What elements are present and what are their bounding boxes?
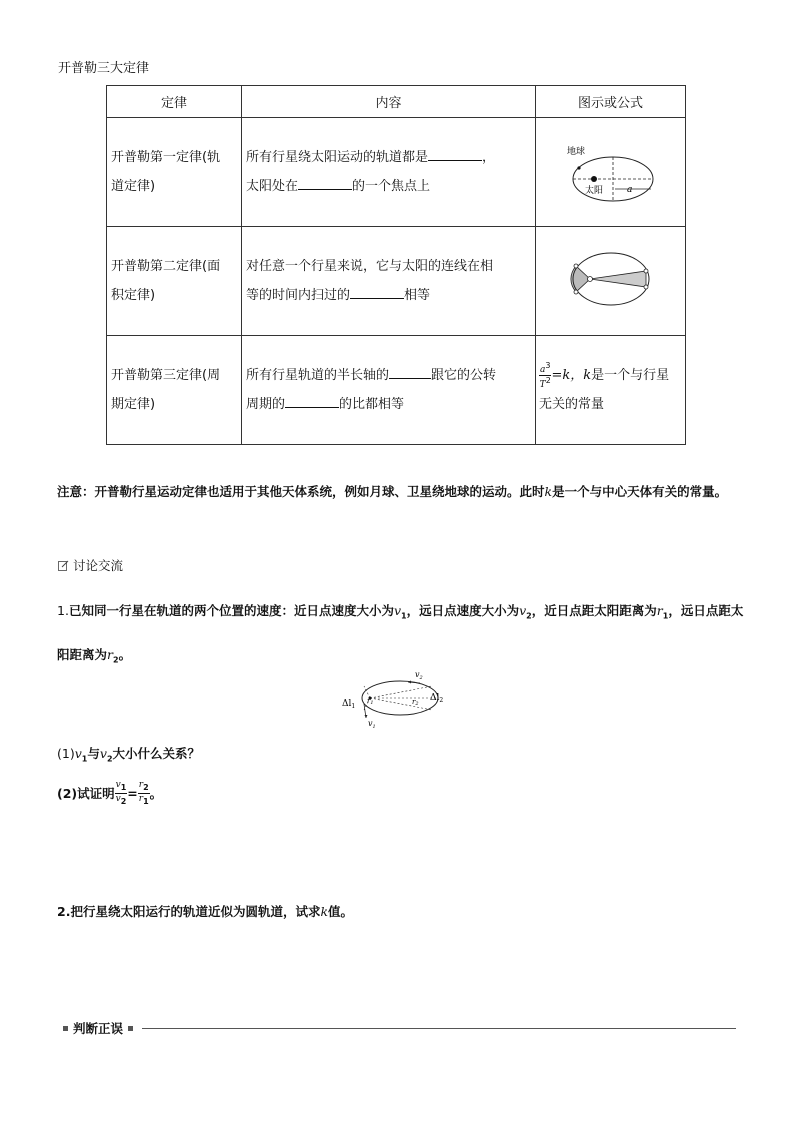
answer-blank[interactable] — [298, 175, 352, 190]
figure-cell — [536, 227, 686, 336]
earth-dot — [577, 166, 580, 169]
semi-axis-label: a — [626, 185, 632, 195]
content-text: 周期的 — [246, 397, 286, 412]
table-row — [107, 227, 686, 336]
content-text: 所有行星绕太阳运动的轨道都是 — [246, 150, 429, 165]
content-text: ， — [482, 150, 496, 165]
formula-num-exp: 3 — [545, 361, 551, 370]
content-text: 等的时间内扫过的 — [246, 288, 351, 303]
edit-icon — [58, 560, 69, 571]
formula-k: k — [583, 368, 592, 383]
fraction-v: $\frac{v_1}{v_2}$ — [115, 780, 127, 806]
r1-label: r1 — [367, 697, 374, 706]
content-text: 相等 — [404, 288, 431, 303]
answer-blank[interactable] — [350, 284, 404, 299]
content-text: 对任意一个行星来说，它与太阳的连线在相 — [246, 259, 494, 274]
sun-dot — [591, 176, 597, 182]
law-name-line1: 开普勒第三定律(周 — [111, 368, 221, 383]
formula-text: 无关的常量 — [539, 397, 605, 412]
law-name-line1: 开普勒第二定律(面 — [111, 259, 221, 274]
table-header-row — [107, 86, 686, 118]
discuss-heading — [58, 556, 123, 574]
judge-section-header — [58, 1019, 736, 1037]
law-content-cell — [242, 336, 536, 445]
formula-cell — [536, 336, 686, 445]
law-name-cell — [107, 336, 242, 445]
discuss-label: 讨论交流 — [73, 558, 124, 573]
formula-fraction — [539, 361, 551, 390]
law-name-line1: 开普勒第一定律(轨 — [111, 150, 221, 165]
answer-blank[interactable] — [285, 393, 339, 408]
header-content: 内容 — [242, 86, 536, 118]
content-text: 的一个焦点上 — [352, 179, 431, 194]
r2-label: r2 — [412, 698, 419, 707]
delta-l2-label: $\Delta l_2$ — [430, 693, 444, 704]
sub-question-1: $(1)v_1$与$v_2$大小什么关系？ — [57, 746, 201, 764]
v2-label: $v_2$ — [415, 670, 423, 681]
question-2: 2.把行星绕太阳运行的轨道近似为圆轨道，试求k值。 — [57, 904, 354, 919]
formula-den: T — [539, 380, 546, 390]
formula-text: 是一个与行星 — [591, 368, 670, 383]
law-name-line2: 道定律) — [111, 179, 156, 194]
table-row — [107, 118, 686, 227]
delta-l1-label: $\Delta l_1$ — [342, 699, 356, 710]
header-law: 定律 — [107, 86, 242, 118]
content-text: 太阳处在 — [246, 179, 299, 194]
law-content-cell — [242, 227, 536, 336]
law-name-cell — [107, 227, 242, 336]
formula-eq: =k， — [551, 368, 584, 383]
content-text: 跟它的公转 — [431, 368, 497, 383]
law-name-cell — [107, 118, 242, 227]
content-text: 所有行星轨道的半长轴的 — [246, 368, 390, 383]
table-row — [107, 336, 686, 445]
formula-num: a — [540, 365, 546, 375]
v1-label: $v_1$ — [368, 719, 376, 730]
section-title: 开普勒三大定律 — [58, 61, 150, 76]
ellipse-orbit-figure — [561, 137, 661, 207]
figure-cell — [536, 118, 686, 227]
fraction-r: $\frac{r_2}{r_1}$ — [138, 780, 149, 806]
sub-question-2: (2)试证明 $\frac{v_1}{v_2}$ = $\frac{r_2}{r_1}$ 。 — [57, 780, 163, 806]
formula-den-exp: 2 — [545, 376, 551, 385]
answer-blank[interactable] — [428, 146, 482, 161]
square-bullet-icon — [63, 1026, 68, 1031]
sun-label: 太阳 — [584, 186, 603, 196]
judge-label: 判断正误 — [73, 1021, 124, 1036]
square-bullet-icon — [128, 1026, 133, 1031]
note-paragraph: 注意：开普勒行星运动定律也适用于其他天体系统，例如月球、卫星绕地球的运动。此时k是一个与中心天体有关的常量。 — [57, 484, 728, 499]
earth-label: 地球 — [566, 147, 585, 157]
kepler-laws-table — [106, 85, 686, 445]
question-1: 1.已知同一行星在轨道的两个位置的速度：近日点速度大小为$v_1$，远日点速度大小为$v_2$，近日点距太阳距离为$r_1$，远日点距太阳距离为$r_2$。 — [57, 603, 744, 664]
divider — [142, 1028, 736, 1029]
area-law-figure — [566, 246, 656, 316]
orbit-velocity-figure — [340, 664, 460, 734]
header-figure: 图示或公式 — [536, 86, 686, 118]
content-text: 的比都相等 — [339, 397, 405, 412]
law-name-line2: 期定律) — [111, 397, 156, 412]
answer-blank[interactable] — [389, 364, 431, 379]
law-content-cell — [242, 118, 536, 227]
law-name-line2: 积定律) — [111, 288, 156, 303]
